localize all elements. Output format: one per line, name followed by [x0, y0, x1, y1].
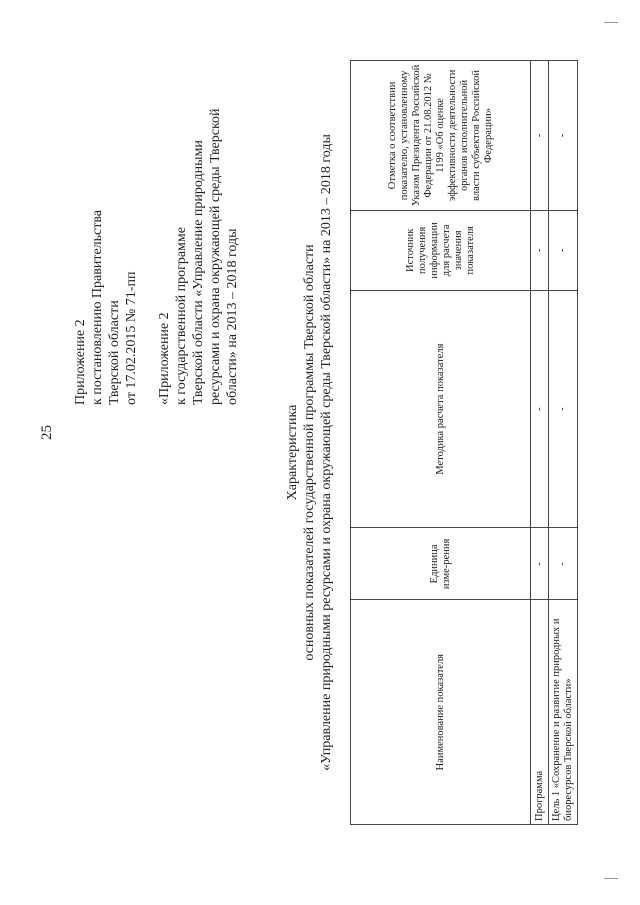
- appendix-line: Приложение 2: [73, 319, 88, 405]
- appendix-quote-line: области» на 2013 – 2018 годы: [225, 228, 240, 405]
- page-number: 25: [39, 425, 55, 440]
- header-method: Методика расчета показателя: [351, 290, 531, 528]
- appendix-line: Тверской области: [107, 300, 122, 405]
- cell-unit: -: [531, 528, 549, 600]
- header-source: Источник получения информации для расчета значения показателя: [351, 210, 531, 290]
- cell-unit: -: [549, 528, 578, 600]
- header-unit: Единица изме-рения: [351, 528, 531, 600]
- table-row: [531, 61, 549, 825]
- appendix-line: от 17.02.2015 № 71-пп: [124, 271, 139, 405]
- appendix-quote-line: «Приложение 2: [157, 312, 172, 405]
- doc-subtitle: основных показателей государственной программы Тверской области: [302, 244, 317, 661]
- cell-name: Цель 1 «Сохранение и развитие природных и биоресурсов Тверской области»: [549, 600, 578, 825]
- indicators-table: [350, 60, 578, 825]
- cell-source: -: [531, 210, 549, 290]
- appendix-quote-line: к государственной программе: [174, 227, 189, 405]
- scan-mark: [604, 878, 618, 879]
- header-decree-mark: Отметка о соответствии показателю, установленному Указом Президента Российской Федерации от 21.08.2012 № 1199 «Об оценке эффективности деятельности органов исполнительной власти субъектов Российской Федерации»: [351, 61, 531, 211]
- appendix-quote-line: ресурсами и охрана окружающей среды Тверской: [208, 108, 223, 405]
- table-header-row: [351, 61, 531, 825]
- scan-mark: [604, 22, 618, 23]
- cell-mark: -: [531, 61, 549, 211]
- cell-method: -: [531, 290, 549, 528]
- table-row: [549, 61, 578, 825]
- cell-method: -: [549, 290, 578, 528]
- appendix-line: к постановлению Правительства: [90, 209, 105, 405]
- header-indicator-name: Наименование показателя: [351, 600, 531, 825]
- appendix-quote-line: Тверской области «Управление природными: [191, 140, 206, 405]
- cell-source: -: [549, 210, 578, 290]
- cell-name: Программа: [531, 600, 549, 825]
- cell-mark: -: [549, 61, 578, 211]
- doc-subtitle-program: «Управление природными ресурсами и охрана окружающей среды Тверской области» на 2013 – 2018 годы: [319, 134, 334, 771]
- doc-title: Характеристика: [285, 404, 300, 501]
- appendix-block: [72, 75, 241, 405]
